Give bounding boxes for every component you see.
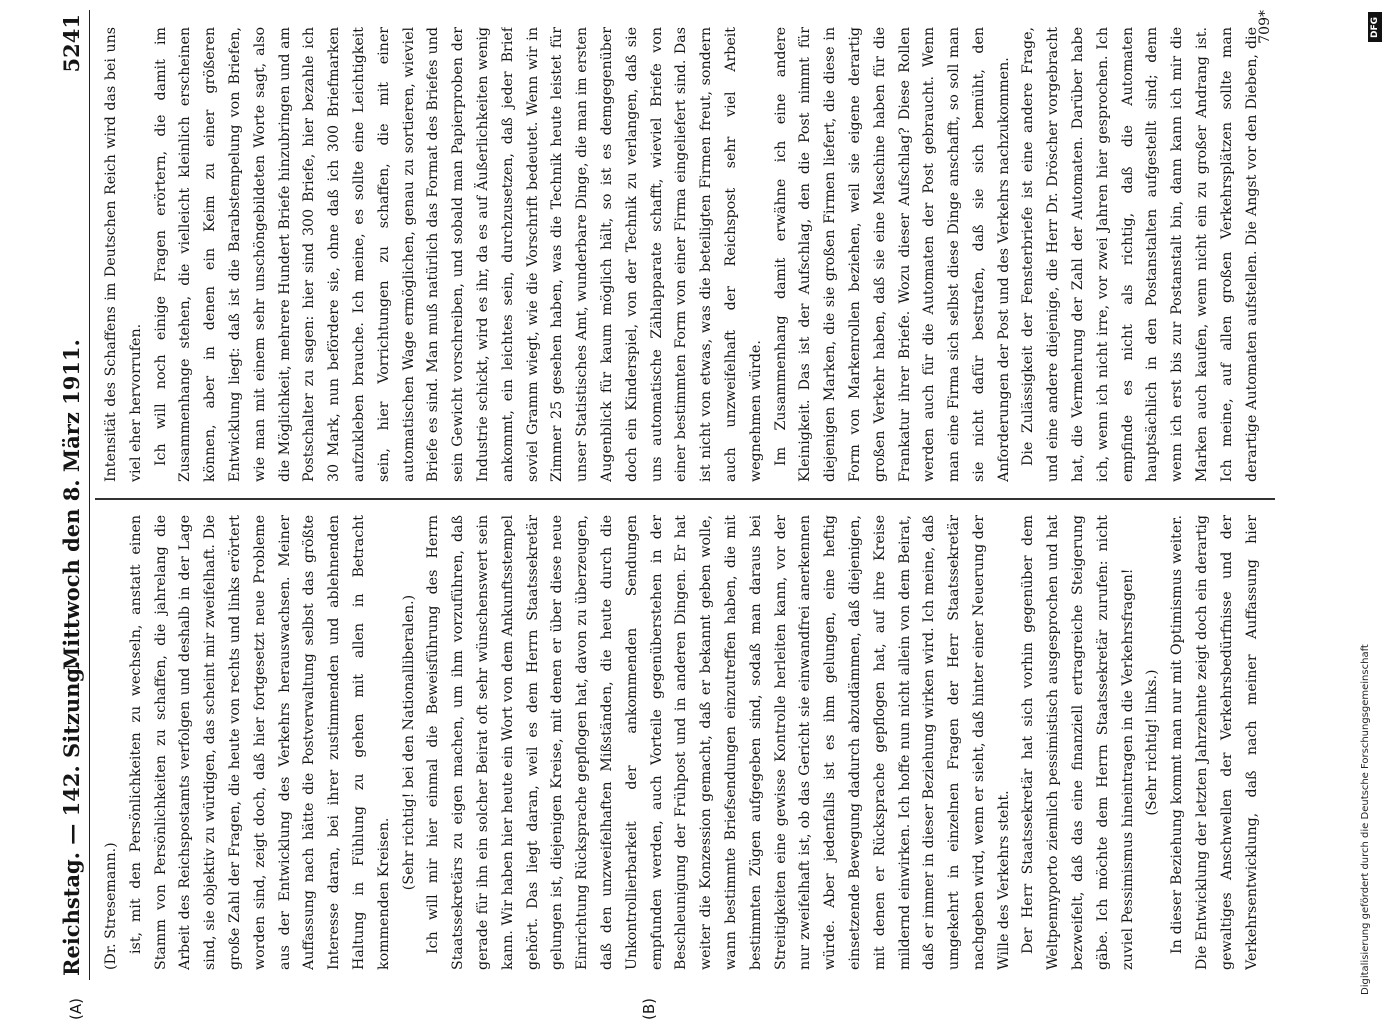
right-text-column [99,27,1269,482]
newspaper-page [55,10,1355,1020]
header-title: Reichstag. — 142. Sitzung. [59,660,84,976]
paragraph: (Dr. Stresemann.) [103,842,119,970]
page-number: 5241 [59,14,84,73]
paragraph: (Sehr richtig! links.) [1144,669,1161,816]
column-divider [95,499,1275,501]
paragraph: Im Zusammenhang damit erwähne ich eine andere Kleinigkeit. Das ist der Aufschlag, den die Post nimmt für diejenigen Marken, die sie großen Firmen liefert, die diese in Form von Markenrollen beziehen, weil sie eigene derartig großen Verkehr haben, daß sie eine Maschine haben für die Frankatur ihrer Briefe. Wozu dieser Aufschlag? Diese Rollen werden auch für die Automaten der Post gebraucht. Wenn man eine Firma sich selbst diese Dinge anschafft, so soll man sie nicht dafür bestrafen, daß sie sich bemüht, den Anforderungen der Post und des Verkehrs nachzukommen. [772,27,1012,482]
page-header [55,10,90,980]
dfg-logo: DFG [1368,12,1382,42]
left-text-column [99,515,1269,970]
signature-number: 709* [1257,10,1273,44]
paragraph: (Sehr richtig! bei den Nationalliberalen.) [400,594,417,891]
paragraph: ist, mit den Persönlichkeiten zu wechseln, anstatt einen Stamm von Persönlichkeiten zu schaffen, die jahrelang die Arbeit des Reichspostamts verfolgen und deshalb in der Lage sind, sie objektiv zu würdigen, das scheint mir zweifelhaft. Die große Zahl der Fragen, die heute von rechts und links erörtert worden sind, zeigt doch, daß hier fortgesetzt neue Probleme aus der Entwicklung des Verkehrs herauswachsen. Meiner Auffassung nach hätte die Postverwaltung selbst das größte Interesse daran, bei ihrer zustimmenden und ablehnenden Haltung in Fühlung zu gehen mit allen in Betracht kommenden Kreisen. [127,515,392,970]
paragraph: Ich will mir hier einmal die Beweisführung des Herrn Staatssekretärs zu eigen machen, um ihm vorzuführen, daß gerade für ihn ein solcher Beirat oft sehr wünschenswert sein kann. Wir haben hier heute ein Wort von dem Ankunftsstempel gehört. Das liegt daran, weil es dem Herrn Staatssekretär gelungen ist, diejenigen Kreise, mit denen er über diese neue Einrichtung Rücksprache gepflogen hat, davon zu überzeugen, daß den unzweifelhaften Mißständen, die heute durch die Unkontrollierbarkeit der ankommenden Sendungen empfunden werden, auch Vorteile gegenüberstehen in der Beschleunigung der Frühpost und in anderen Dingen. Er hat weiter die Konzession gemacht, daß er bekannt geben wolle, wann bestimmte Briefsendungen einzutreffen haben, die mit bestimmten Zügen aufgegeben sind, sodaß man daraus bei Streitigkeiten eine gewisse Kontrolle herleiten kann, vor der nur zweifelhaft ist, ob das Gericht sie einwandfrei anerkennen würde. Aber jedenfalls ist es ihm gelungen, eine heftig einsetzende Bewegung dadurch abzudämmen, daß diejenigen, mit denen er Rücksprache gepflogen hat, auf ihre Kreise mildernd einwirken. Ich hoffe nun nicht allein von dem Beirat, daß er immer in dieser Beziehung wirken wird. Ich meine, daß umgekehrt in einzelnen Fragen der Herr Staatssekretär nachgeben wird, wenn er sieht, daß hinter einer Neuerung der Wille des Verkehrs steht. [425,515,1012,970]
paragraph: Der Herr Staatssekretär hat sich vorhin gegenüber dem Weltpennyporto ziemlich pessimistisch ausgesprochen und hat bezweifelt, daß das eine finanziell ertragreiche Steigerung gäbe. Ich möchte dem Herrn Staatssekretär zurufen: nicht zuviel Pessimismus hineintragen in die Verkehrsfragen! [1020,515,1136,970]
margin-mark-b: (B) [640,998,658,1020]
paragraph: Intensität des Schaffens im Deutschen Reich wird das bei uns viel eher hervorrufen. [103,27,144,482]
paragraph: In dieser Beziehung kommt man nur mit Optimismus weiter. Die Entwicklung der letzten Jahrzehnte zeigt doch ein derartig gewaltiges Anschwellen der Verkehrsbedürfnisse und der Verkehrsentwicklung, daß nach meiner Auffassung hier [1169,515,1260,970]
digitization-note: Digitalisierung gefördert durch die Deutsche Forschungsgemeinschaft [1360,644,1371,995]
margin-mark-a: (A) [67,998,85,1020]
header-date: Mittwoch den 8. März 1911. [59,339,84,670]
paragraph: Die Zulässigkeit der Fensterbriefe ist eine andere Frage, und eine andere diejenige, die Herr Dr. Dröscher vorgebracht hat, die Vermehrung der Zahl der Automaten. Darüber habe ich, wenn ich nicht irre, vor zwei Jahren hier gesprochen. Ich empfinde es nicht als richtig, daß die Automaten hauptsächlich in den Postanstalten aufgestellt sind; denn wenn ich erst bis zur Postanstalt bin, dann kann ich mir die Marken auch kaufen, wenn nicht ein zu großer Andrang ist. Ich meine, auf allen großen Verkehrsplätzen sollte man derartige Automaten aufstellen. Die Angst vor den Dieben, die [1020,27,1260,482]
paragraph: Ich will noch einige Fragen erörtern, die damit im Zusammenhange stehen, die vielleicht kleinlich erscheinen können, aber in denen ein Keim zu einer größeren Entwicklung liegt: daß ist die Barabstempelung von Briefen, wie man mit einem sehr unschöngebildeten Worte sagt, also die Möglichkeit, mehrere Hundert Briefe hinzubringen und am Postschalter zu sagen: hier sind 300 Briefe, hier bezahle ich 30 Mark, nun befördere sie, ohne daß ich 300 Briefmarken aufzukleben brauche. Ich meine, es sollte eine Leichtigkeit sein, hier Vorrichtungen zu schaffen, die mit einer automatischen Wage ermöglichen, genau zu sortieren, wieviel Briefe es sind. Man muß natürlich das Format des Briefes und sein Gewicht vorschreiben, und sobald man Papierproben der Industrie schickt, wird es ihr, da es auf Äußerlichkeiten wenig ankommt, ein leichtes sein, durchzusetzen, daß jeder Brief soviel Gramm wiegt, wie die Vorschrift bedeutet. Wenn wir in Zimmer 25 gesehen haben, was die Technik heute leistet für unser Statistisches Amt, wunderbare Dinge, die man im ersten Augenblick für kaum möglich hält, so ist es demgegenüber doch ein Kinderspiel, von der Technik zu verlangen, daß sie uns automatische Zählapparate schafft, wieviel Briefe von einer bestimmten Form von einer Firma eingeliefert sind. Das ist nicht von etwas, was die beteiligten Firmen freut, sondern auch unzweifelhaft der Reichspost sehr viel Arbeit wegnehmen würde. [152,27,764,482]
